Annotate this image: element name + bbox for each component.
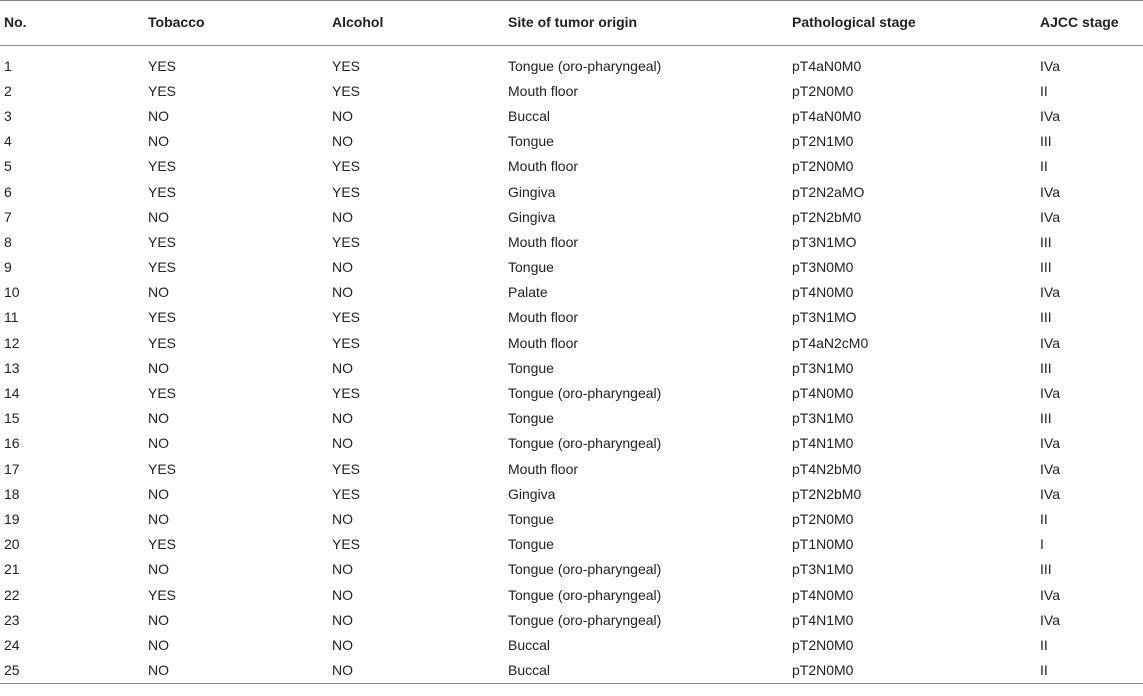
cell-no: 12 <box>4 334 20 351</box>
cell-site-of-tumor-origin: Tongue (oro-pharyngeal) <box>508 561 662 578</box>
cell-alcohol: NO <box>332 259 353 276</box>
cell-no: 15 <box>4 410 20 427</box>
cell-ajcc-stage: III <box>1040 309 1052 326</box>
cell-ajcc-stage: IVa <box>1040 107 1060 124</box>
cell-tobacco: NO <box>148 510 169 527</box>
cell-tobacco: NO <box>148 284 169 301</box>
cell-no: 11 <box>4 309 19 326</box>
cell-tobacco: YES <box>148 385 177 402</box>
cell-ajcc-stage: IVa <box>1040 57 1060 74</box>
cell-site-of-tumor-origin: Tongue (oro-pharyngeal) <box>508 611 662 628</box>
cell-alcohol: NO <box>332 658 508 684</box>
cell-pathological-stage: pT4aN0M0 <box>792 107 862 124</box>
cell-pathological-stage: pT3N1M0 <box>792 410 854 427</box>
cell-site-of-tumor-origin: Gingiva <box>508 183 556 200</box>
column-header-alcohol: Alcohol <box>332 1 508 46</box>
cell-pathological-stage: pT2N2aMO <box>792 183 865 200</box>
cell-ajcc-stage: IVa <box>1040 385 1060 402</box>
cell-ajcc-stage: III <box>1040 561 1052 578</box>
cell-site-of-tumor-origin: Mouth floor <box>508 460 579 477</box>
cell-alcohol: NO <box>332 611 353 628</box>
cell-tobacco: NO <box>148 658 332 684</box>
cell-ajcc-stage: III <box>1040 359 1052 376</box>
cell-no: 10 <box>4 284 20 301</box>
table-row <box>0 331 1143 356</box>
cell-tobacco: YES <box>148 82 177 99</box>
cell-ajcc-stage: II <box>1040 658 1143 684</box>
table-row <box>0 406 1143 431</box>
cell-site-of-tumor-origin: Tongue <box>508 259 554 276</box>
table-row <box>0 54 1143 79</box>
cell-site-of-tumor-origin: Gingiva <box>508 485 556 502</box>
cell-no: 20 <box>4 536 20 553</box>
cell-alcohol: NO <box>332 133 353 150</box>
cell-no: 16 <box>4 435 20 452</box>
cell-tobacco: NO <box>148 410 169 427</box>
cell-pathological-stage: pT2N0M0 <box>792 636 854 653</box>
cell-alcohol: YES <box>332 334 361 351</box>
cell-site-of-tumor-origin: Tongue (oro-pharyngeal) <box>508 385 662 402</box>
cell-pathological-stage: pT2N2bM0 <box>792 208 862 225</box>
cell-pathological-stage: pT4N0M0 <box>792 284 854 301</box>
table-row <box>0 381 1143 406</box>
cell-alcohol: YES <box>332 460 361 477</box>
cell-ajcc-stage: IVa <box>1040 284 1060 301</box>
cell-no: 22 <box>4 586 20 603</box>
cell-no: 19 <box>4 510 20 527</box>
cell-no: 23 <box>4 611 20 628</box>
cell-alcohol: YES <box>332 183 361 200</box>
cell-ajcc-stage: II <box>1040 158 1048 175</box>
cell-site-of-tumor-origin: Tongue (oro-pharyngeal) <box>508 435 662 452</box>
table-row <box>0 154 1143 179</box>
cell-site-of-tumor-origin: Palate <box>508 284 548 301</box>
table-row <box>0 582 1143 607</box>
cell-site-of-tumor-origin: Tongue <box>508 510 554 527</box>
cell-alcohol: YES <box>332 485 361 502</box>
cell-site-of-tumor-origin: Mouth floor <box>508 233 579 250</box>
cell-pathological-stage: pT4N2bM0 <box>792 460 862 477</box>
cell-pathological-stage: pT3N1M0 <box>792 561 854 578</box>
cell-ajcc-stage: II <box>1040 510 1048 527</box>
cell-pathological-stage: pT4aN2cM0 <box>792 334 869 351</box>
table-row <box>0 230 1143 255</box>
column-header-pathological-stage: Pathological stage <box>792 1 1040 46</box>
cell-alcohol: YES <box>332 158 361 175</box>
cell-no: 8 <box>4 233 12 250</box>
table-row <box>0 79 1143 104</box>
column-header-site-of-tumor-origin: Site of tumor origin <box>508 1 792 46</box>
cell-no: 24 <box>4 636 20 653</box>
cell-pathological-stage: pT4N1M0 <box>792 435 854 452</box>
cell-no: 17 <box>4 460 20 477</box>
cell-alcohol: NO <box>332 359 353 376</box>
cell-ajcc-stage: II <box>1040 636 1048 653</box>
cell-no: 6 <box>4 183 12 200</box>
table-row <box>0 658 1143 684</box>
column-header-tobacco: Tobacco <box>148 1 332 46</box>
cell-pathological-stage: pT2N0M0 <box>792 158 854 175</box>
cell-alcohol: NO <box>332 410 353 427</box>
cell-tobacco: YES <box>148 586 177 603</box>
cell-alcohol: YES <box>332 536 361 553</box>
cell-ajcc-stage: II <box>1040 82 1048 99</box>
cell-alcohol: YES <box>332 385 361 402</box>
cell-alcohol: NO <box>332 284 353 301</box>
cell-tobacco: YES <box>148 309 177 326</box>
table-row <box>0 532 1143 557</box>
cell-site-of-tumor-origin: Mouth floor <box>508 309 579 326</box>
cell-ajcc-stage: III <box>1040 410 1052 427</box>
cell-site-of-tumor-origin: Tongue <box>508 133 554 150</box>
cell-ajcc-stage: IVa <box>1040 435 1060 452</box>
cell-pathological-stage: pT4N1M0 <box>792 611 854 628</box>
cell-no: 3 <box>4 107 12 124</box>
cell-ajcc-stage: III <box>1040 133 1052 150</box>
table-spacer-row <box>0 46 1143 54</box>
cell-tobacco: NO <box>148 208 169 225</box>
cell-ajcc-stage: III <box>1040 233 1052 250</box>
cell-ajcc-stage: I <box>1040 536 1044 553</box>
cell-alcohol: YES <box>332 233 361 250</box>
table-row <box>0 280 1143 305</box>
cell-pathological-stage: pT2N0M0 <box>792 82 854 99</box>
spacer-cell <box>0 46 1143 54</box>
table-row <box>0 356 1143 381</box>
cell-ajcc-stage: IVa <box>1040 183 1060 200</box>
table-header <box>0 1 1143 46</box>
cell-pathological-stage: pT4aN0M0 <box>792 57 862 74</box>
cell-site-of-tumor-origin: Mouth floor <box>508 334 579 351</box>
cell-site-of-tumor-origin: Tongue <box>508 359 554 376</box>
table-row <box>0 608 1143 633</box>
cell-ajcc-stage: IVa <box>1040 334 1060 351</box>
cell-no: 25 <box>0 658 148 684</box>
cell-alcohol: NO <box>332 636 353 653</box>
cell-tobacco: NO <box>148 561 169 578</box>
cell-no: 1 <box>4 57 12 74</box>
cell-tobacco: YES <box>148 233 177 250</box>
cell-site-of-tumor-origin: Tongue (oro-pharyngeal) <box>508 586 662 603</box>
cell-alcohol: NO <box>332 208 353 225</box>
cell-alcohol: YES <box>332 57 361 74</box>
cell-pathological-stage: pT4N0M0 <box>792 385 854 402</box>
cell-tobacco: NO <box>148 636 169 653</box>
cell-site-of-tumor-origin: Tongue <box>508 536 554 553</box>
cell-ajcc-stage: IVa <box>1040 208 1060 225</box>
table-row <box>0 431 1143 456</box>
column-header-no: No. <box>0 1 148 46</box>
cell-site-of-tumor-origin: Buccal <box>508 107 551 124</box>
cell-pathological-stage: pT3N0M0 <box>792 259 854 276</box>
cell-tobacco: YES <box>148 460 177 477</box>
cell-ajcc-stage: IVa <box>1040 460 1060 477</box>
cell-ajcc-stage: IVa <box>1040 485 1060 502</box>
cell-pathological-stage: pT2N2bM0 <box>792 485 862 502</box>
cell-no: 5 <box>4 158 12 175</box>
table-row <box>0 179 1143 204</box>
cell-tobacco: YES <box>148 57 177 74</box>
cell-tobacco: YES <box>148 334 177 351</box>
table-row <box>0 104 1143 129</box>
table-row <box>0 255 1143 280</box>
cell-alcohol: NO <box>332 435 353 452</box>
table-row <box>0 205 1143 230</box>
cell-pathological-stage: pT3N1MO <box>792 309 857 326</box>
column-header-ajcc-stage: AJCC stage <box>1040 1 1143 46</box>
cell-site-of-tumor-origin: Gingiva <box>508 208 556 225</box>
cell-site-of-tumor-origin: Buccal <box>508 636 551 653</box>
cell-tobacco: NO <box>148 133 169 150</box>
cell-tobacco: YES <box>148 259 177 276</box>
cell-no: 7 <box>4 208 12 225</box>
cell-tobacco: NO <box>148 485 169 502</box>
cell-site-of-tumor-origin: Tongue <box>508 410 554 427</box>
cell-tobacco: NO <box>148 359 169 376</box>
cell-ajcc-stage: III <box>1040 259 1052 276</box>
cell-alcohol: NO <box>332 561 353 578</box>
cell-no: 21 <box>4 561 20 578</box>
cell-alcohol: NO <box>332 586 353 603</box>
cell-pathological-stage: pT4N0M0 <box>792 586 854 603</box>
cell-tobacco: YES <box>148 183 177 200</box>
cell-site-of-tumor-origin: Tongue (oro-pharyngeal) <box>508 57 662 74</box>
cell-no: 2 <box>4 82 12 99</box>
cell-site-of-tumor-origin: Mouth floor <box>508 82 579 99</box>
cell-tobacco: NO <box>148 107 169 124</box>
cell-pathological-stage: pT3N1M0 <box>792 359 854 376</box>
cell-tobacco: NO <box>148 611 169 628</box>
cell-alcohol: YES <box>332 82 361 99</box>
cell-no: 9 <box>4 259 12 276</box>
cell-site-of-tumor-origin: Buccal <box>508 658 792 684</box>
table-row <box>0 305 1143 330</box>
cell-pathological-stage: pT3N1MO <box>792 233 857 250</box>
cell-no: 4 <box>4 133 12 150</box>
cell-ajcc-stage: IVa <box>1040 611 1060 628</box>
cell-tobacco: YES <box>148 158 177 175</box>
cell-alcohol: NO <box>332 107 353 124</box>
table-row <box>0 457 1143 482</box>
cell-ajcc-stage: IVa <box>1040 586 1060 603</box>
cell-no: 18 <box>4 485 20 502</box>
table-row <box>0 129 1143 154</box>
cell-site-of-tumor-origin: Mouth floor <box>508 158 579 175</box>
table-row <box>0 633 1143 658</box>
cell-pathological-stage: pT2N1M0 <box>792 133 854 150</box>
table-row <box>0 482 1143 507</box>
cell-pathological-stage: pT2N0M0 <box>792 658 1040 684</box>
cell-alcohol: YES <box>332 309 361 326</box>
cell-tobacco: NO <box>148 435 169 452</box>
table-row <box>0 557 1143 582</box>
cell-alcohol: NO <box>332 510 353 527</box>
cell-tobacco: YES <box>148 536 177 553</box>
header-row <box>0 1 1143 46</box>
table-body <box>0 46 1143 684</box>
cell-pathological-stage: pT1N0M0 <box>792 536 854 553</box>
cell-no: 13 <box>4 359 20 376</box>
cell-no: 14 <box>4 385 20 402</box>
table-row <box>0 507 1143 532</box>
cell-pathological-stage: pT2N0M0 <box>792 510 854 527</box>
